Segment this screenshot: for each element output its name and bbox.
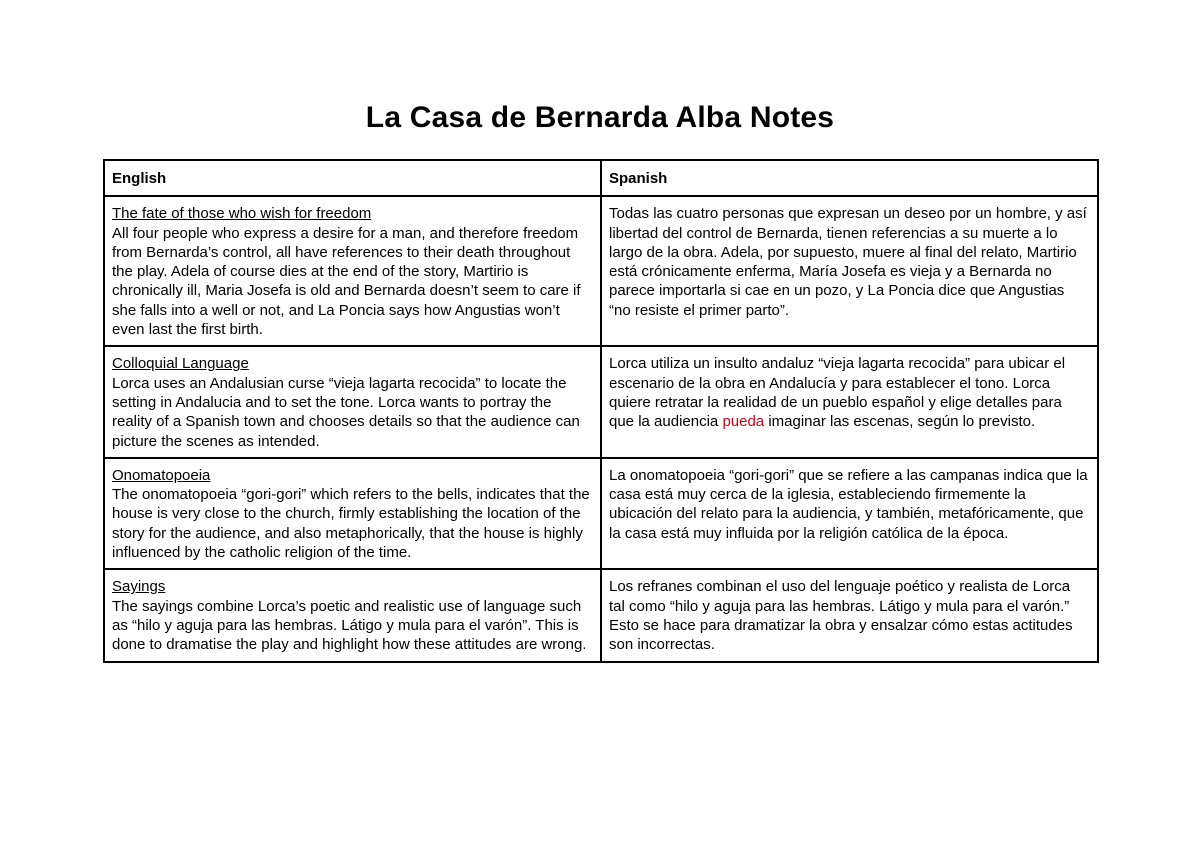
spanish-cell (601, 196, 1098, 346)
row-heading: Colloquial Language (112, 355, 249, 373)
page-title: La Casa de Bernarda Alba Notes (365, 101, 835, 134)
table-row (104, 458, 1098, 569)
english-text: Lorca uses an Andalusian curse “vieja lagarta recocida” to locate the setting in Andalucia and to set the tone. Lorca wants to portray the reality of a Spanish town and chooses details so that the audience can picture the scenes as intended. (112, 374, 580, 450)
spanish-text-part: Lorca utiliza un insulto andaluz “vieja lagarta recocida” para ubicar el escenario de la obra en Andalucía y para establecer el tono. Lorca quiere retratar la realidad de un pueblo español y elige detalles para que la audiencia (609, 355, 1066, 431)
english-text: The sayings combine Lorca’s poetic and realistic use of language such as “hilo y aguja para las hembras. Látigo y mula para el varón”. This is done to dramatise the play and highlight how these attitudes are wrong. (112, 597, 587, 654)
english-cell (104, 569, 601, 661)
spanish-text: Los refranes combinan el uso del lenguaje poético y realista de Lorca tal como “hilo y aguja para las hembras. Látigo y mula para el varón.” Esto se hace para dramatizar la obra y ensalzar cómo estas actitudes son incorrectas. (609, 578, 1073, 654)
english-cell (104, 196, 601, 346)
english-cell (104, 346, 601, 457)
column-header-spanish: Spanish (601, 160, 1098, 196)
notes-table (103, 159, 1099, 663)
spanish-cell (601, 346, 1098, 457)
table-header-row (104, 160, 1098, 196)
english-text: The onomatopoeia “gori-gori” which refers to the bells, indicates that the house is very close to the church, firmly establishing the location of the story for the audience, and also metaphorically, that the house is highly influenced by the catholic religion of the time. (112, 486, 590, 562)
column-header-english: English (104, 160, 601, 196)
row-heading: The fate of those who wish for freedom (112, 205, 372, 223)
english-text: All four people who express a desire for a man, and therefore freedom from Bernarda’s control, all have references to their death throughout the play. Adela of course dies at the end of the story, Martirio is chronically ill, Maria Josefa is old and Bernarda doesn’t seem to care if she falls into a well or not, and La Poncia says how Angustias won’t even last the first birth. (112, 224, 581, 339)
row-heading: Onomatopoeia (112, 466, 211, 484)
table-row (104, 196, 1098, 346)
spanish-cell (601, 569, 1098, 661)
highlighted-word: pueda (722, 413, 765, 431)
row-heading: Sayings (112, 578, 166, 596)
spanish-cell (601, 458, 1098, 569)
spanish-text: La onomatopoeia “gori-gori” que se refiere a las campanas indica que la casa está muy cerca de la iglesia, estableciendo firmemente la ubicación del relato para la audiencia, y también, metafóricamente, que la casa está muy influida por la religión católica de la época. (609, 466, 1088, 542)
spanish-text: Todas las cuatro personas que expresan un deseo por un hombre, y así libertad del control de Bernarda, tienen referencias a su muerte a lo largo de la obra. Adela, por supuesto, muere al final del relato, Martirio está crónicamente enferma, María Josefa es vieja y a Bernarda no parece importarla si cae en un pozo, y La Poncia dice que Angustias “no resiste el primer parto”. (609, 205, 1087, 319)
table-row (104, 569, 1098, 661)
spanish-text-part: imaginar las escenas, según lo previsto. (764, 413, 1036, 431)
english-cell (104, 458, 601, 569)
table-row (104, 346, 1098, 457)
